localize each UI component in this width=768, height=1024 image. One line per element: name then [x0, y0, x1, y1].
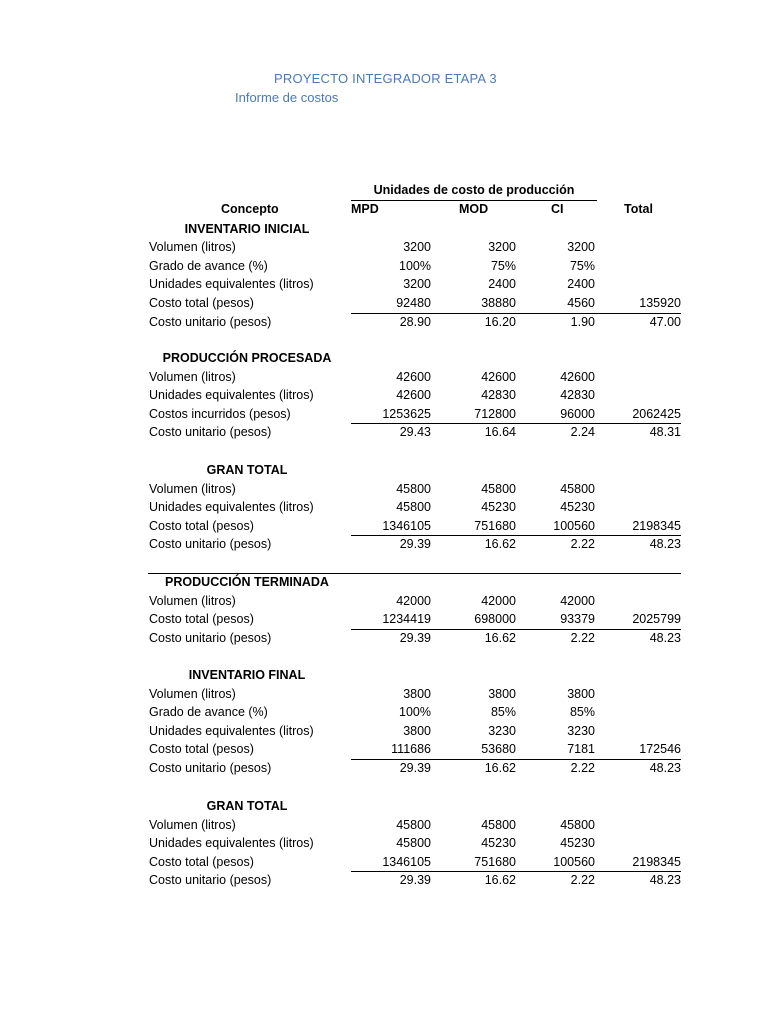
cell-mod: 45230 [481, 500, 516, 515]
row-label: Costo total (pesos) [149, 742, 254, 757]
table-row [0, 834, 768, 853]
cell-ci: 3800 [567, 686, 595, 701]
row-label: Costo total (pesos) [149, 854, 254, 869]
column-group-header: Unidades de costo de producción [373, 183, 575, 197]
cell-total: 2198345 [632, 518, 681, 533]
cell-mpd: 45800 [396, 500, 431, 515]
cell-total: 2198345 [632, 854, 681, 869]
cell-mpd: 3800 [403, 686, 431, 701]
table-row [0, 629, 768, 648]
cell-mpd: 42600 [396, 388, 431, 403]
cell-mod: 42830 [481, 388, 516, 403]
cell-mpd: 100% [399, 705, 431, 720]
table-row [0, 405, 768, 424]
document-subtitle: Informe de costos [235, 90, 339, 105]
table-row [0, 423, 768, 442]
cell-mod: 751680 [474, 518, 516, 533]
section-divider [148, 573, 681, 574]
cell-ci: 96000 [560, 406, 595, 421]
cell-ci: 45800 [560, 481, 595, 496]
cell-ci: 85% [569, 705, 595, 720]
cell-mpd: 3800 [403, 723, 431, 738]
row-label: Costo unitario (pesos) [149, 314, 272, 329]
table-row [0, 703, 768, 722]
cell-ci: 45800 [560, 817, 595, 832]
cell-total: 48.23 [649, 537, 681, 552]
row-label: Volumen (litros) [149, 686, 236, 701]
cell-total: 172546 [639, 742, 681, 757]
row-label: Unidades equivalentes (litros) [149, 388, 314, 403]
cell-mod: 45230 [481, 836, 516, 851]
table-row [0, 257, 768, 276]
cell-ci: 45230 [560, 836, 595, 851]
cell-mpd: 28.90 [399, 314, 431, 329]
row-label: Unidades equivalentes (litros) [149, 836, 314, 851]
cell-mpd: 1346105 [382, 518, 431, 533]
cell-ci: 2400 [567, 277, 595, 292]
cell-ci: 42000 [560, 593, 595, 608]
cell-mpd: 92480 [396, 295, 431, 310]
cell-mod: 42600 [481, 369, 516, 384]
column-header-ci: CI [551, 202, 564, 216]
row-label: Costo total (pesos) [149, 612, 254, 627]
cell-mpd: 29.39 [399, 873, 431, 888]
row-label: Grado de avance (%) [149, 258, 268, 273]
row-label: Costo unitario (pesos) [149, 425, 272, 440]
cell-mod: 16.20 [484, 314, 516, 329]
section-title-text: GRAN TOTAL [206, 799, 288, 813]
cell-mod: 3230 [488, 723, 516, 738]
cell-mpd: 1253625 [382, 406, 431, 421]
cell-mod: 16.62 [484, 630, 516, 645]
table-row [0, 498, 768, 517]
row-label: Unidades equivalentes (litros) [149, 500, 314, 515]
cell-mpd: 3200 [403, 277, 431, 292]
cell-mpd: 42000 [396, 593, 431, 608]
cell-mod: 53680 [481, 742, 516, 757]
cell-mpd: 3200 [403, 240, 431, 255]
cell-mpd: 45800 [396, 481, 431, 496]
row-label: Grado de avance (%) [149, 705, 268, 720]
table-row [0, 759, 768, 778]
cell-mpd: 29.39 [399, 630, 431, 645]
cell-mpd: 29.43 [399, 425, 431, 440]
cell-ci: 2.22 [570, 537, 595, 552]
table-row [0, 685, 768, 704]
cell-ci: 42600 [560, 369, 595, 384]
column-header-concepto: Concepto [221, 202, 279, 216]
table-row [0, 480, 768, 499]
section-title-text: INVENTARIO INICIAL [184, 221, 310, 236]
section-title-text: PRODUCCIÓN PROCESADA [162, 351, 332, 365]
cell-total: 48.23 [649, 630, 681, 645]
section-title-produccion-procesada [0, 349, 768, 368]
section-title-produccion-terminada [0, 573, 768, 592]
cell-mpd: 29.39 [399, 537, 431, 552]
column-header-row [0, 200, 768, 219]
cell-mod: 45800 [481, 481, 516, 496]
cell-total: 48.31 [649, 425, 681, 440]
table-row [0, 368, 768, 387]
table-row [0, 275, 768, 294]
document-title: PROYECTO INTEGRADOR ETAPA 3 [274, 71, 497, 86]
cell-mod: 16.62 [484, 537, 516, 552]
cell-mod: 85% [490, 705, 516, 720]
cell-mod: 3800 [488, 686, 516, 701]
cell-mod: 751680 [474, 854, 516, 869]
cell-ci: 3230 [567, 723, 595, 738]
cell-mod: 712800 [474, 406, 516, 421]
cell-ci: 2.24 [570, 425, 595, 440]
row-label: Volumen (litros) [149, 817, 236, 832]
cell-total: 48.23 [649, 873, 681, 888]
table-row [0, 592, 768, 611]
table-row [0, 294, 768, 313]
cell-mod: 698000 [474, 612, 516, 627]
cell-mpd: 1346105 [382, 854, 431, 869]
cell-total: 48.23 [649, 761, 681, 775]
table-row [0, 722, 768, 741]
row-label: Costo total (pesos) [149, 518, 254, 533]
table-row [0, 517, 768, 536]
cell-total: 2025799 [632, 612, 681, 627]
table-row [0, 238, 768, 257]
table-row [0, 871, 768, 890]
cell-mpd: 100% [399, 258, 431, 273]
row-label: Volumen (litros) [149, 369, 236, 384]
cell-mpd: 111686 [391, 742, 431, 757]
cell-mod: 16.62 [484, 873, 516, 888]
section-title-inventario-inicial [0, 220, 768, 239]
cell-mod: 2400 [488, 277, 516, 292]
row-label: Unidades equivalentes (litros) [149, 277, 314, 292]
cell-mpd: 45800 [396, 836, 431, 851]
cell-ci: 4560 [567, 295, 595, 310]
cell-mod: 75% [490, 258, 516, 273]
cell-ci: 3200 [567, 240, 595, 255]
section-title-inventario-final [0, 666, 768, 685]
cell-ci: 2.22 [570, 761, 595, 775]
cell-ci: 93379 [560, 612, 595, 627]
cell-mod: 42000 [481, 593, 516, 608]
cell-mpd: 45800 [396, 817, 431, 832]
cell-ci: 42830 [560, 388, 595, 403]
column-header-total: Total [624, 202, 653, 216]
cell-ci: 7181 [567, 742, 595, 757]
row-label: Volumen (litros) [149, 240, 236, 255]
row-label: Costo unitario (pesos) [149, 630, 272, 645]
cell-ci: 75% [569, 258, 595, 273]
row-label: Volumen (litros) [149, 481, 236, 496]
cell-ci: 45230 [560, 500, 595, 515]
section-title-text: PRODUCCIÓN TERMINADA [165, 575, 329, 589]
section-title-gran-total [0, 461, 768, 480]
cell-ci: 2.22 [570, 630, 595, 645]
column-header-mod: MOD [459, 202, 489, 216]
row-label: Costos incurridos (pesos) [149, 406, 291, 421]
table-row [0, 610, 768, 629]
row-label: Costo total (pesos) [149, 295, 254, 310]
cell-total: 135920 [639, 295, 681, 310]
row-label: Costo unitario (pesos) [149, 537, 272, 552]
cell-mod: 38880 [481, 295, 516, 310]
section-title-text: INVENTARIO FINAL [188, 668, 306, 682]
table-row [0, 816, 768, 835]
cell-ci: 2.22 [570, 873, 595, 888]
column-header-mpd: MPD [351, 202, 379, 216]
row-label: Costo unitario (pesos) [149, 761, 272, 775]
cell-mpd: 29.39 [399, 761, 431, 775]
cell-total: 2062425 [632, 406, 681, 421]
table-row [0, 853, 768, 872]
table-row [0, 535, 768, 554]
row-label: Unidades equivalentes (litros) [149, 723, 314, 738]
cell-total: 47.00 [649, 314, 681, 329]
cell-mod: 16.64 [484, 425, 516, 440]
cell-mod: 16.62 [484, 761, 516, 775]
row-label: Volumen (litros) [149, 593, 236, 608]
cell-ci: 1.90 [570, 314, 595, 329]
cell-mod: 3200 [488, 240, 516, 255]
table-row [0, 386, 768, 405]
section-title-text: GRAN TOTAL [206, 463, 288, 477]
section-title-gran-total [0, 797, 768, 816]
cell-mpd: 42600 [396, 369, 431, 384]
table-row [0, 313, 768, 332]
table-row [0, 740, 768, 759]
cell-ci: 100560 [553, 854, 595, 869]
cell-mpd: 1234419 [382, 612, 431, 627]
row-label: Costo unitario (pesos) [149, 873, 272, 888]
cell-mod: 45800 [481, 817, 516, 832]
cell-ci: 100560 [553, 518, 595, 533]
